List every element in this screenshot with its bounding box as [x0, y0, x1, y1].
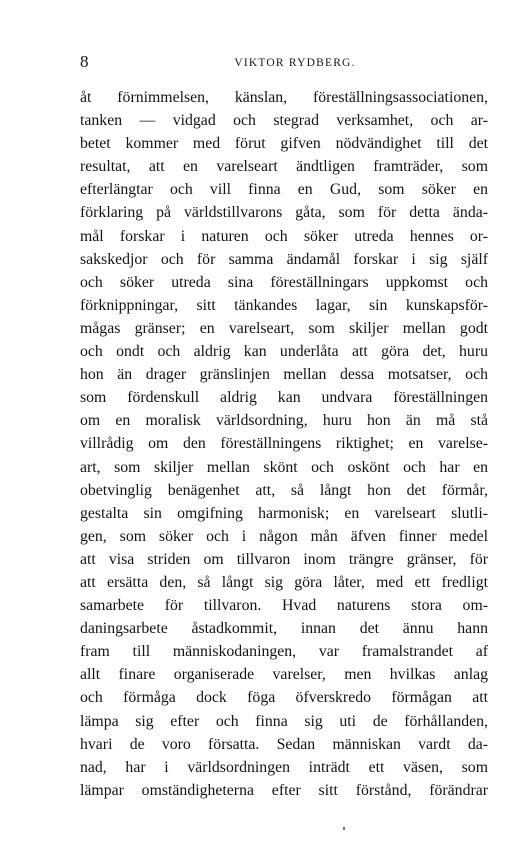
text-line: resultat, att en varelseart ändtligen framträder, som	[80, 158, 488, 176]
text-line: sakskedjor och för samma ändamål forskar i sig själf	[80, 250, 488, 268]
text-line: obetvinglig benägenhet att, så långt hon det förmår,	[80, 481, 488, 499]
text-line: förknippningar, sitt tänkandes lagar, sin kunskapsför-	[80, 296, 488, 314]
text-line: betet kommer med förut gifven nödvändighet till det	[80, 135, 488, 153]
text-line: allt finare organiserade varelser, men hvilkas anlag	[80, 666, 488, 684]
text-line: gen, som söker och i någon mån äfven finner medel	[80, 527, 488, 545]
text-line: som fördenskull aldrig kan undvara föreställningen	[80, 389, 488, 407]
page-number: 8	[80, 52, 89, 71]
text-line: nad, har i världsordningen inträdt ett väsen, som	[80, 758, 488, 776]
text-line: och söker utreda sina föreställningars uppkomst och	[80, 273, 488, 291]
text-line: fram till människodaningen, var framalstrandet af	[80, 643, 488, 661]
running-title: VIKTOR RYDBERG.	[234, 57, 356, 69]
text-line: tanken — vidgad och stegrad verksamhet, och ar-	[80, 112, 488, 130]
text-line: daningsarbete åstadkommit, innan det ännu hann	[80, 620, 488, 638]
body-text	[80, 86, 488, 802]
text-line: mål forskar i naturen och söker utreda hennes or-	[80, 227, 488, 245]
text-line: och förmåga dock föga öfverskredo förmågan att	[80, 689, 488, 707]
text-line: mågas gränser; en varelseart, som skiljer mellan godt	[80, 319, 488, 337]
text-line: åt förnimmelsen, känslan, föreställningsassociationen,	[80, 89, 488, 106]
text-line: förklaring på världstillvarons gåta, som för detta ända-	[80, 204, 488, 222]
text-line: gestalta sin omgifning harmonisk; en varelseart slutli-	[80, 504, 488, 522]
text-line: att ersätta den, så långt sig göra låter, med ett fredligt	[80, 573, 488, 591]
text-line: hvari de voro försatta. Sedan människan vardt da-	[80, 735, 488, 753]
print-speck	[343, 827, 345, 830]
text-line: om en moralisk världsordning, huru hon än må stå	[80, 412, 488, 430]
text-line: hon än drager gränslinjen mellan dessa motsatser, och	[80, 366, 488, 384]
text-line: att visa striden om tillvaron inom trängre gränser, för	[80, 550, 488, 568]
text-line: lämpar omständigheterna efter sitt förstånd, förändrar	[80, 781, 488, 799]
text-line: och ondt och aldrig kan underlåta att göra det, huru	[80, 343, 488, 361]
text-line: lämpa sig efter och finna sig uti de förhållanden,	[80, 712, 488, 730]
running-header	[80, 52, 488, 72]
text-line: villrådig om den föreställningens riktighet; en varelse-	[80, 435, 488, 453]
text-line: efterlängtar och vill finna en Gud, som söker en	[80, 181, 488, 199]
text-line: samarbete för tillvaron. Hvad naturens stora om-	[80, 597, 488, 615]
text-line: art, som skiljer mellan skönt och oskönt och har en	[80, 458, 488, 476]
